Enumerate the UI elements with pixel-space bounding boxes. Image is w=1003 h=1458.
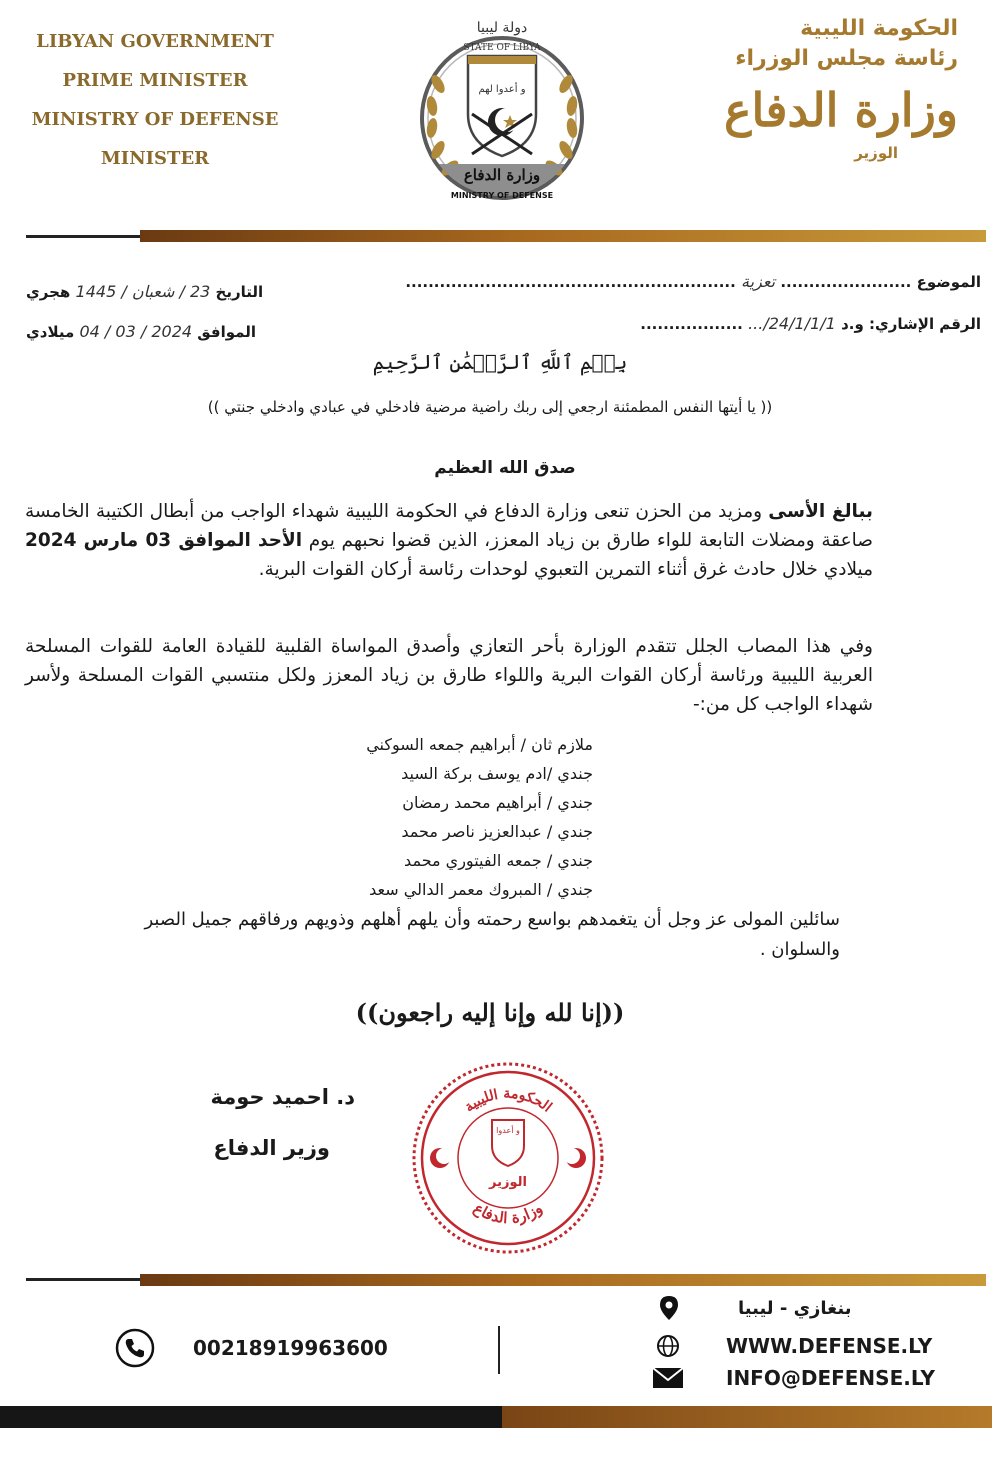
- website-link[interactable]: WWW.DEFENSE.LY: [726, 1334, 933, 1358]
- emblem-shield: [468, 56, 536, 156]
- crescent-icon: [430, 1148, 452, 1168]
- arabic-letterhead: [658, 14, 958, 164]
- ar-line-prime-minister: رئاسة مجلس الوزراء: [735, 46, 958, 71]
- emblem-top-ar: دولة ليبيا: [476, 20, 528, 36]
- reference-value: 24/1/1/1/...: [748, 314, 836, 333]
- hijri-date-label: التاريخ: [215, 283, 264, 301]
- hijri-date-value: 23 / شعبان / 1445: [75, 282, 211, 301]
- location-contact: [658, 1295, 851, 1321]
- paragraph-announcement: [25, 497, 873, 584]
- paragraph-text-b: ميلادي خلال حادث غرق أثناء التمرين التعبوي لوحدات رئاسة أركان القوات البرية.: [258, 559, 873, 580]
- location-pin-icon: [658, 1295, 680, 1321]
- emblem-top-en: STATE OF LIBYA: [463, 43, 541, 53]
- gregorian-date-label: الموافق: [197, 323, 256, 341]
- en-line-minister: MINISTER: [100, 148, 210, 169]
- sadaq-line: صدق الله العظيم: [434, 458, 576, 478]
- gregorian-date-suffix: ميلادي: [26, 323, 75, 341]
- closing-verse: ((إنا لله وإنا إليه راجعون)): [355, 998, 625, 1027]
- globe-icon: [656, 1334, 680, 1358]
- footer-divider: [498, 1326, 500, 1374]
- en-line-government: LIBYAN GOVERNMENT: [36, 31, 274, 52]
- phone-icon: [115, 1328, 155, 1368]
- minister-title: وزير الدفاع: [213, 1136, 330, 1160]
- list-item: ملازم ثان / أبراهيم جمعه السوكني: [366, 735, 593, 754]
- svg-text:الحكومة الليبية: [462, 1086, 555, 1116]
- emblem-shield-text: و أعدوا لهم: [478, 84, 526, 95]
- stamp-bottom-text: وزارة الدفاع: [470, 1198, 546, 1228]
- english-letterhead: [20, 22, 290, 178]
- minister-name: د. احميد حومة: [210, 1085, 355, 1109]
- paragraph-text-a: ومزيد من الحزن تنعى وزارة الدفاع في الحكومة الليبية شهداء الواجب من أبطال الكتيبة الخامسة صاعقة ومضلات التابعة للواء طارق بن زياد المعزز، الذين قضوا نحبهم يوم: [25, 501, 873, 551]
- stamp-shield-text: و أعدوا: [496, 1126, 520, 1135]
- list-item: جندي / جمعه الفيتوري محمد: [404, 851, 593, 870]
- stamp-top-text: الحكومة الليبية: [461, 1085, 555, 1116]
- paragraph-prayer: سائلين المولى عز وجل أن يتغمدهم بواسع رحمته وأن يلهم أهلهم وذويهم ورفاقهم جميل الصبر والسلوان .: [144, 909, 840, 960]
- subject-label: الموضوع: [916, 273, 981, 291]
- subject-value: تعزية: [741, 272, 776, 291]
- list-item: جندي /ادم يوسف بركة السيد: [401, 764, 593, 783]
- subject-row: الموضوع ....................... تعزية ..........................................................: [405, 272, 981, 291]
- quran-verse: (( يا أيتها النفس المطمئنة ارجعي إلى ربك راضية مرضية فادخلي في عبادي وادخلي جنتي )): [207, 398, 773, 416]
- en-line-prime-minister: PRIME MINISTER: [62, 70, 248, 91]
- bottom-brown-bar: [502, 1406, 992, 1428]
- paragraph-lead: ببالغ الأسى: [768, 501, 873, 522]
- list-item: جندي / المبروك معمر الدالي سعد: [369, 880, 593, 899]
- emblem-bottom-ar: وزارة الدفاع: [463, 166, 541, 184]
- svg-text:وزارة الدفاع: [470, 1199, 545, 1227]
- emblem-bottom-en: MINISTRY OF DEFENSE: [450, 191, 554, 200]
- header-brown-bar: [140, 230, 986, 242]
- paragraph-condolences: وفي هذا المصاب الجلل تتقدم الوزارة بأحر التعازي وأصدق المواساة القلبية للقيادة العامة للقوات المسلحة العربية الليبية ورئاسة أركان القوات البرية واللواء طارق بن زياد المعزز ولكل منتسبي القوات المسلحة ولأسر شهداء الواجب كل من:-: [25, 636, 873, 715]
- footer-brown-bar: [140, 1274, 986, 1286]
- location-text: بنغازي - ليبيا: [738, 1297, 852, 1319]
- gregorian-date-value: 2024 / 03 / 04: [79, 322, 193, 341]
- envelope-icon: [652, 1367, 684, 1389]
- phone-number[interactable]: 00218919963600: [193, 1336, 388, 1360]
- gregorian-date-row: [26, 322, 256, 341]
- email-link[interactable]: INFO@DEFENSE.LY: [726, 1366, 935, 1390]
- email-contact: [652, 1366, 935, 1390]
- reference-label: الرقم الإشاري: و.د: [841, 315, 981, 333]
- ministry-emblem: [410, 14, 594, 214]
- list-item: جندي / أبراهيم محمد رمضان: [402, 793, 593, 812]
- ar-line-minister: الوزير: [854, 144, 898, 162]
- ar-line-ministry: وزارة الدفاع: [724, 83, 958, 137]
- website-contact: [656, 1334, 932, 1358]
- bottom-black-bar: [0, 1406, 502, 1428]
- hijri-date-suffix: هجري: [26, 283, 71, 301]
- martyrs-list: [366, 730, 593, 904]
- crescent-icon: [564, 1148, 586, 1168]
- hijri-date-row: [26, 282, 263, 301]
- paragraph-date-bold: الأحد الموافق 03 مارس 2024: [25, 530, 303, 551]
- stamp-mid-text: الوزير: [489, 1175, 527, 1190]
- reference-row: الرقم الإشاري: و.د 24/1/1/1/... ..................: [640, 314, 981, 333]
- en-line-ministry: MINISTRY OF DEFENSE: [31, 109, 279, 130]
- phone-contact: [115, 1328, 388, 1368]
- basmala: بِسۡمِ ٱللَّهِ ٱلرَّحۡمَٰنِ ٱلرَّحِيمِ: [372, 350, 628, 374]
- ministry-stamp: [408, 1058, 608, 1258]
- ar-line-government: الحكومة الليبية: [800, 16, 958, 41]
- list-item: جندي / عبدالعزيز ناصر محمد: [401, 822, 593, 841]
